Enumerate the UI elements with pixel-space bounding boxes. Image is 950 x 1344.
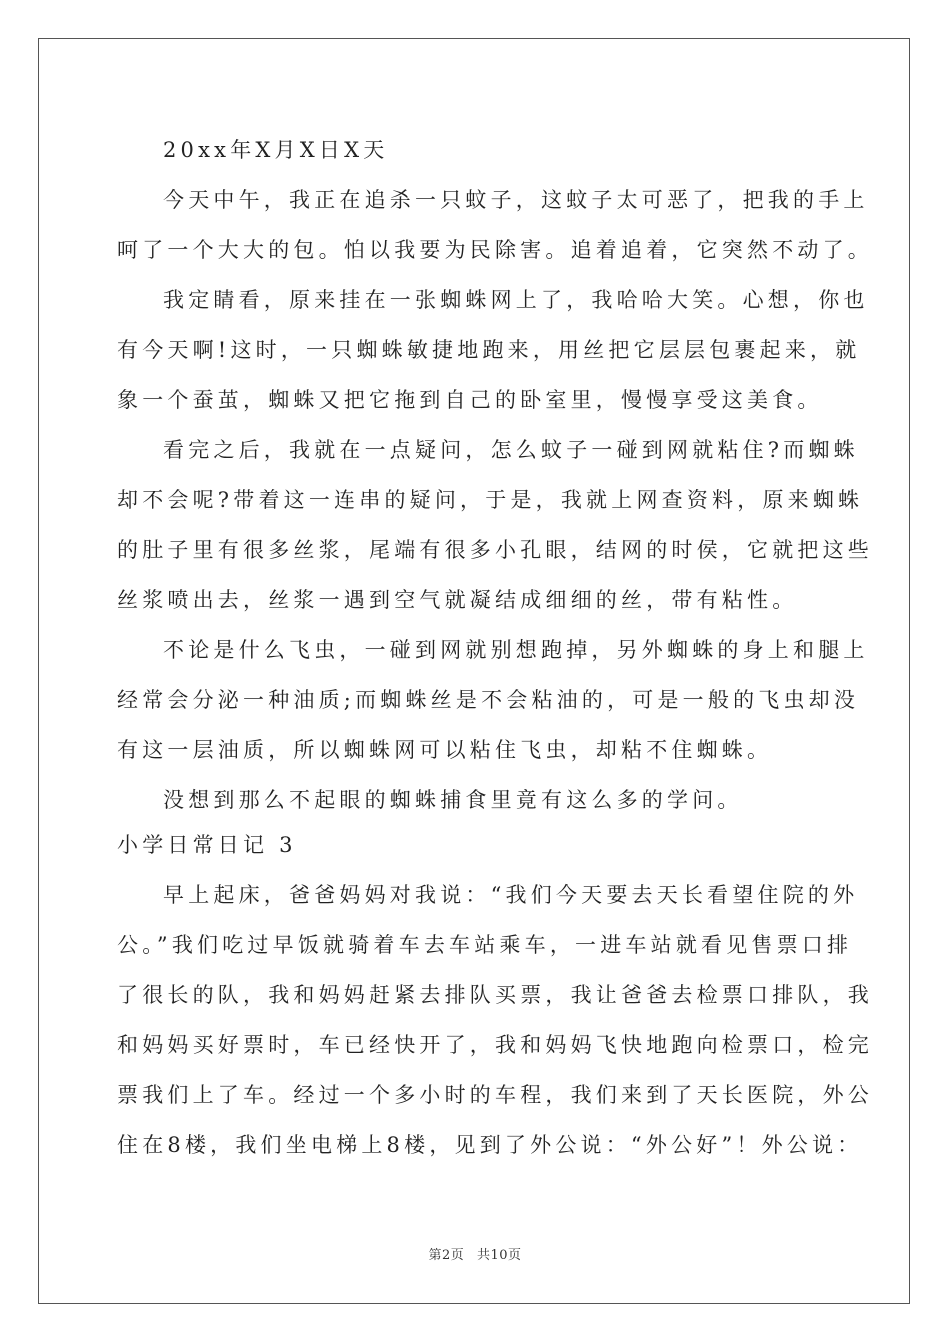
section-heading: 小学日常日记 3 (117, 833, 297, 857)
paragraph-line: 象一个蚕茧，蜘蛛又把它拖到自己的卧室里，慢慢享受这美食。 (117, 388, 823, 412)
paragraph-line: 的肚子里有很多丝浆，尾端有很多小孔眼，结网的时侯，它就把这些 (117, 538, 873, 562)
paragraph-line: 和妈妈买好票时，车已经快开了，我和妈妈飞快地跑向检票口，检完 (117, 1033, 873, 1057)
paragraph-line: 我定睛看，原来挂在一张蜘蛛网上了，我哈哈大笑。心想，你也 (163, 288, 869, 312)
paragraph-line: 票我们上了车。经过一个多小时的车程，我们来到了天长医院，外公 (117, 1083, 873, 1107)
page-footer (0, 1244, 950, 1263)
paragraph-line: 呵了一个大大的包。怕以我要为民除害。追着追着，它突然不动了。 (117, 238, 873, 262)
paragraph-line: 住在8楼，我们坐电梯上8楼，见到了外公说：“外公好”！外公说： (117, 1133, 863, 1157)
paragraph-line: 不论是什么飞虫，一碰到网就别想跑掉，另外蜘蛛的身上和腿上 (163, 638, 869, 662)
page-border (38, 38, 910, 1304)
paragraph-line: 看完之后，我就在一点疑问，怎么蚊子一碰到网就粘住?而蜘蛛 (163, 438, 859, 462)
paragraph-line: 早上起床，爸爸妈妈对我说：“我们今天要去天长看望住院的外 (163, 883, 859, 907)
paragraph-line: 有今天啊!这时，一只蜘蛛敏捷地跑来，用丝把它层层包裹起来，就 (117, 338, 861, 362)
diary-date-line: 20xx年X月X日X天 (163, 138, 389, 162)
paragraph-line: 没想到那么不起眼的蜘蛛捕食里竟有这么多的学问。 (163, 788, 743, 812)
page-total: 共10页 (476, 1248, 522, 1263)
paragraph-line: 今天中午，我正在追杀一只蚊子，这蚊子太可恶了，把我的手上 (163, 188, 869, 212)
paragraph-line: 有这一层油质，所以蜘蛛网可以粘住飞虫，却粘不住蜘蛛。 (117, 738, 773, 762)
paragraph-line: 经常会分泌一种油质;而蜘蛛丝是不会粘油的，可是一般的飞虫却没 (117, 688, 860, 712)
page-number: 第2页 (428, 1248, 465, 1263)
paragraph-line: 却不会呢?带着这一连串的疑问，于是，我就上网查资料，原来蜘蛛 (117, 488, 864, 512)
paragraph-line: 丝浆喷出去，丝浆一遇到空气就凝结成细细的丝，带有粘性。 (117, 588, 798, 612)
paragraph-line: 了很长的队，我和妈妈赶紧去排队买票，我让爸爸去检票口排队，我 (117, 983, 873, 1007)
paragraph-line: 公。”我们吃过早饭就骑着车去车站乘车，一进车站就看见售票口排 (117, 933, 853, 957)
